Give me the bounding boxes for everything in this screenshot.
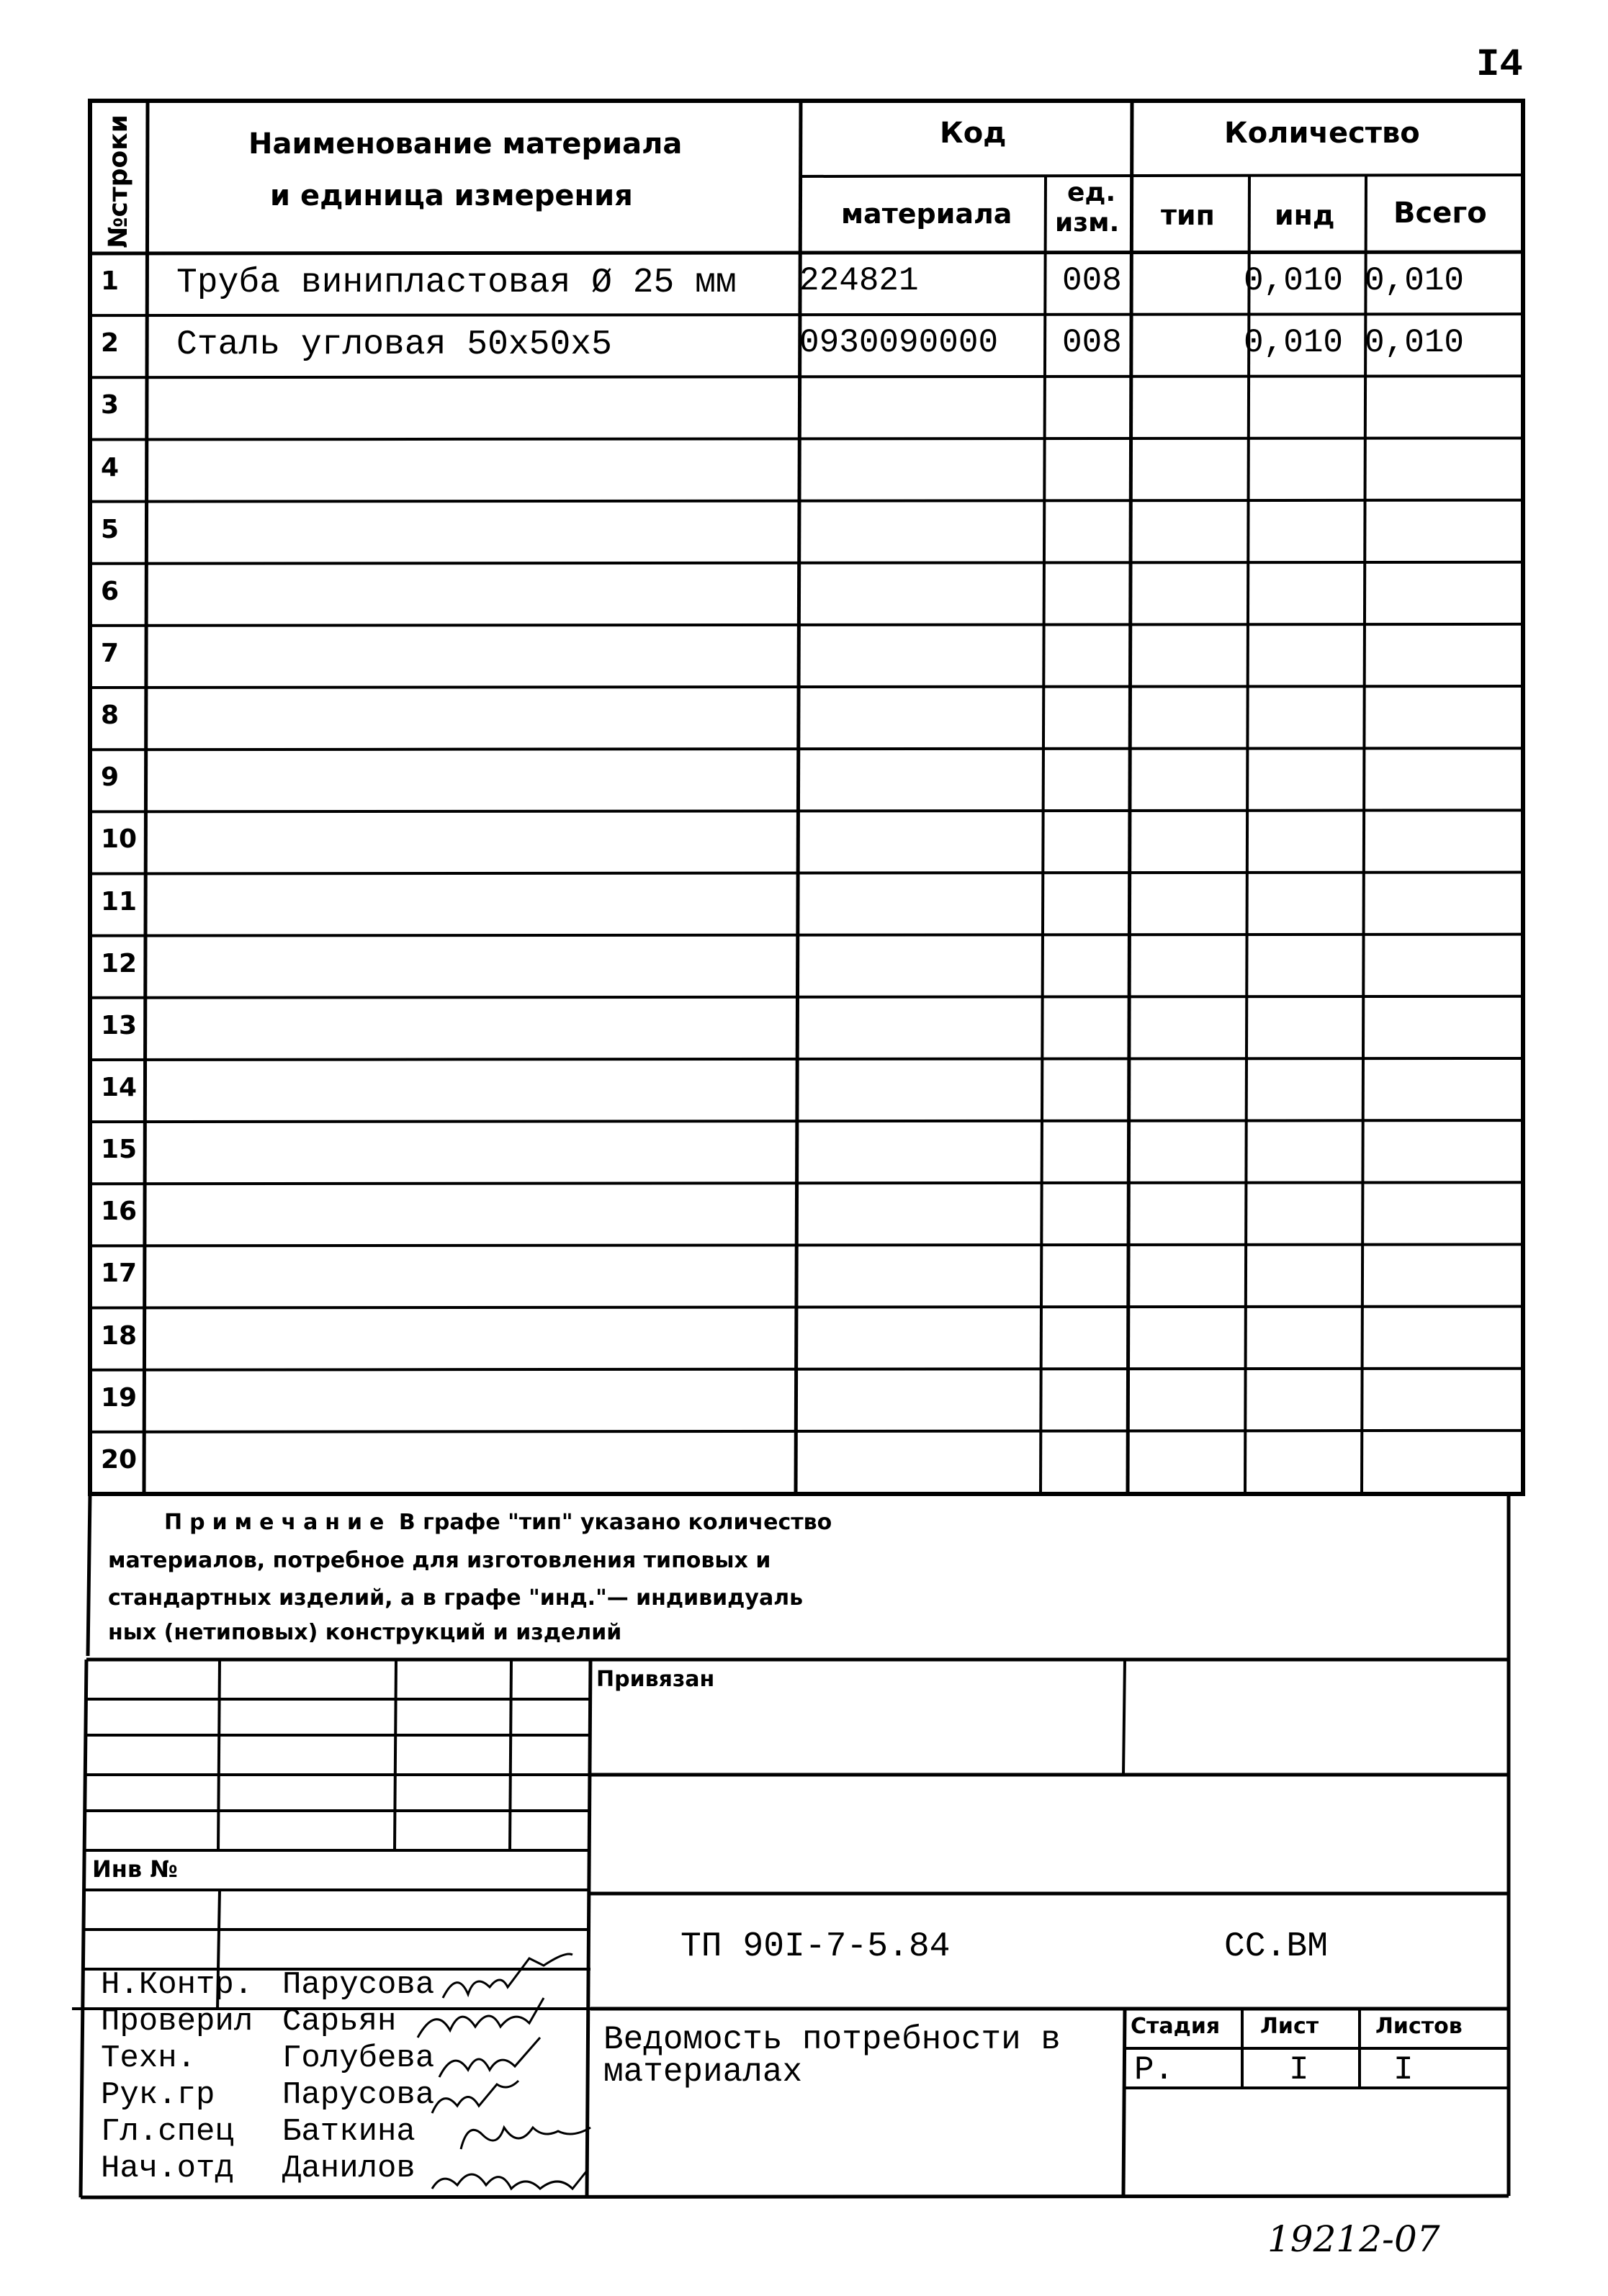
row-divider xyxy=(90,686,1523,688)
material-code: 0930090000 xyxy=(799,324,999,362)
row-number: 18 xyxy=(101,1320,138,1351)
row-number: 19 xyxy=(101,1382,138,1413)
material-name: Труба винипластовая Ø 25 мм xyxy=(176,264,737,303)
row-number: 3 xyxy=(101,390,120,420)
inventory-number-label: Инв № xyxy=(92,1855,178,1883)
material-code: 224821 xyxy=(799,262,919,300)
row-number: 14 xyxy=(101,1073,138,1103)
row-number: 15 xyxy=(101,1135,138,1165)
row-divider xyxy=(90,562,1523,564)
note-line4: ных (нетиповых) конструкций и изделий xyxy=(108,1620,622,1645)
row-divider xyxy=(90,314,1523,315)
document-title-line2: материалах xyxy=(603,2053,803,2091)
row-number: 4 xyxy=(101,452,120,482)
note-line1 xyxy=(164,1512,832,1534)
row-divider xyxy=(90,748,1523,749)
sheets-label: Листов xyxy=(1375,2014,1463,2039)
tied-label: Привязан xyxy=(596,1667,715,1692)
sheets-value: I xyxy=(1393,2051,1414,2089)
sheet-value: I xyxy=(1289,2051,1309,2089)
unit-header-line1: ед. xyxy=(1067,178,1116,207)
row-divider xyxy=(90,624,1523,626)
row-number: 2 xyxy=(101,328,120,359)
document-code: ТП 90I-7-5.84 xyxy=(681,1927,951,1966)
row-divider xyxy=(90,1369,1523,1370)
signature-name: Сарьян xyxy=(282,2004,397,2040)
row-number: 13 xyxy=(101,1010,138,1040)
document-mark: СС.ВМ xyxy=(1224,1927,1329,1966)
signature-role: Проверил xyxy=(101,2004,253,2040)
row-divider xyxy=(90,438,1523,439)
row-number: 12 xyxy=(101,948,138,978)
note-line2: материалов, потребное для изготовления типовых и xyxy=(108,1548,771,1573)
signature-name: Парусова xyxy=(282,1967,435,2003)
signature-role: Н.Контр. xyxy=(101,1967,253,2003)
unit-code: 008 xyxy=(1062,324,1122,362)
unit-header-line2: изм. xyxy=(1055,208,1120,238)
unit-code: 008 xyxy=(1062,262,1122,300)
row-divider xyxy=(90,500,1523,502)
sheet-label: Лист xyxy=(1260,2014,1319,2039)
ind-header: инд xyxy=(1275,199,1335,231)
row-divider xyxy=(90,1307,1523,1308)
row-divider xyxy=(90,996,1523,998)
row-number: 10 xyxy=(101,824,138,855)
material-code-header: материала xyxy=(841,198,1012,230)
row-number: 8 xyxy=(101,701,120,731)
quantity-total: 0,010 xyxy=(1365,324,1465,362)
row-divider xyxy=(90,1431,1523,1432)
row-divider xyxy=(90,376,1523,377)
quantity-ind: 0,010 xyxy=(1244,262,1344,300)
row-divider xyxy=(90,810,1523,811)
row-divider xyxy=(90,873,1523,874)
note-title: Примечание xyxy=(164,1510,392,1535)
material-name: Сталь угловая 50х50х5 xyxy=(176,325,612,365)
signature-name: Данилов xyxy=(282,2151,416,2187)
row-number: 16 xyxy=(101,1197,138,1227)
row-number: 7 xyxy=(101,638,120,668)
type-header: тип xyxy=(1161,199,1215,231)
signature-role: Нач.отд xyxy=(101,2151,234,2187)
stage-value: Р. xyxy=(1134,2051,1174,2089)
code-header: Код xyxy=(940,117,1007,150)
signature-role: Рук.гр xyxy=(101,2077,215,2113)
stage-label: Стадия xyxy=(1131,2014,1221,2039)
quantity-header: Количество xyxy=(1224,117,1420,150)
signature-role: Техн. xyxy=(101,2040,197,2076)
row-number: 17 xyxy=(101,1259,138,1289)
quantity-total: 0,010 xyxy=(1365,262,1465,300)
footer-number: 19212-07 xyxy=(1267,2218,1440,2260)
row-divider xyxy=(90,1058,1523,1060)
row-number: 1 xyxy=(101,266,120,297)
signature-name: Голубева xyxy=(282,2040,435,2076)
signature-marks xyxy=(418,1954,590,2189)
row-number: 6 xyxy=(101,576,120,606)
note-line1-text: В графе "тип" указано количество xyxy=(398,1510,832,1535)
quantity-ind: 0,010 xyxy=(1244,324,1344,362)
row-number: 20 xyxy=(101,1444,138,1475)
row-number: 9 xyxy=(101,762,120,793)
row-number-header: №строки xyxy=(104,114,133,248)
document-title-line1: Ведомость потребности в xyxy=(603,2021,1061,2058)
row-divider xyxy=(90,1182,1523,1184)
signature-role: Гл.спец xyxy=(101,2114,234,2150)
note-line3: стандартных изделий, а в графе "инд."— индивидуаль xyxy=(108,1585,804,1611)
signature-name: Баткина xyxy=(282,2114,416,2150)
name-header-line2: и единица измерения xyxy=(270,179,633,212)
row-divider xyxy=(90,1120,1523,1122)
row-number: 11 xyxy=(101,886,138,917)
total-header: Всего xyxy=(1393,197,1487,230)
name-header-line1: Наименование материала xyxy=(248,127,683,161)
row-divider xyxy=(90,1244,1523,1246)
page-number: I4 xyxy=(1476,43,1523,87)
row-divider xyxy=(90,935,1523,936)
signature-name: Парусова xyxy=(282,2077,435,2113)
row-number: 5 xyxy=(101,514,120,544)
